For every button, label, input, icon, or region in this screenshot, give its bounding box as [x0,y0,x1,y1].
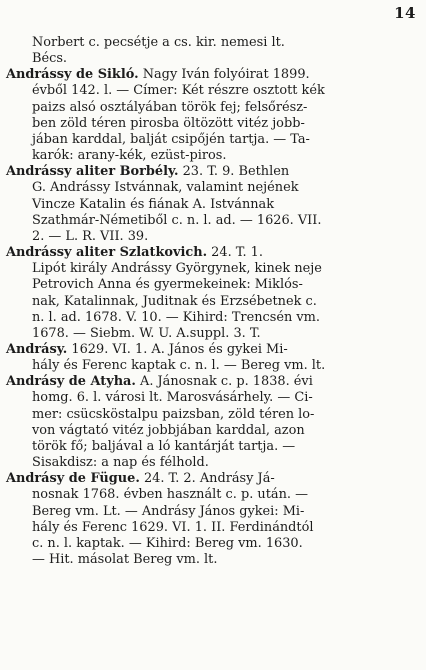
entry-6 [6,471,414,568]
text-line [6,180,414,196]
line-text: Bécs. [32,51,68,67]
line-text: 1678. — Siebm. W. U. A.suppl. 3. T. [32,325,261,341]
line-text: G. Andrássy Istvánnak, valamint nejének [32,180,299,196]
line-text: paizs alsó osztályában török fej; felsőrész- [32,99,308,115]
text-line [6,100,414,116]
line-text: 1629. VI. 1. A. János és gykei Mi- [67,341,288,357]
entry-heading: Andrásy. [6,341,68,357]
line-text: karók: arany-kék, ezüst-piros. [32,148,227,164]
text-line [6,520,414,536]
text-line [6,51,414,67]
line-text: — Hit. másolat Bereg vm. lt. [32,552,218,567]
text-line [6,423,414,439]
text-line [6,504,414,520]
text-line [6,132,414,148]
text-line [6,261,414,277]
text-line [6,407,414,423]
entry-2 [6,164,414,245]
line-text: 2. — L. R. VII. 39. [32,228,149,244]
line-text: török fő; baljával a ló kantárját tartja. — [32,438,296,454]
text-line [6,67,414,83]
text-line [6,35,414,51]
entry-heading: Andrássy de Sikló. [6,67,139,83]
line-text: Nagy Iván folyóirat 1899. [138,67,310,83]
text-line [6,536,414,552]
entry-heading: Andrássy aliter Szlatkovich. [6,245,208,261]
line-text: Petrovich Anna és gyermekeinek: Miklós- [32,277,303,293]
text-line [6,374,414,390]
text-line [6,358,414,374]
text-line [6,439,414,455]
text-line [6,148,414,164]
text-line [6,310,414,326]
line-text: nosnak 1768. évben használt c. p. után. — [32,487,308,503]
text-line [6,342,414,358]
text-line [6,213,414,229]
line-text: A. Jánosnak c. p. 1838. évi [135,374,313,390]
entry-4 [6,342,414,374]
line-text: ben zöld téren pirosba öltözött vitéz jobb- [32,115,305,131]
line-text: 24. T. 1. [207,245,263,261]
line-text: mer: csücsköstalpu paizsban, zöld téren lo- [32,406,315,422]
entry-3 [6,245,414,342]
line-text: Bereg vm. Lt. — Andrásy János gykei: Mi- [32,503,305,519]
text-line [6,552,414,568]
entry-heading: Andrássy aliter Borbély. [6,164,179,180]
page-text [6,35,414,568]
line-text: hály és Ferenc 1629. VI. 1. II. Ferdinándtól [32,519,314,535]
line-text: évből 142. l. — Címer: Két részre osztott kék [32,83,325,99]
text-line [6,471,414,487]
line-text: n. l. ad. 1678. V. 10. — Kihird: Trencsén vm. [32,309,320,325]
text-line [6,116,414,132]
text-line [6,245,414,261]
text-line [6,229,414,245]
text-line [6,326,414,342]
entry-1 [6,67,414,164]
text-line [6,390,414,406]
text-line [6,164,414,180]
text-line [6,487,414,503]
line-text: Lipót király Andrássy Györgynek, kinek neje [32,261,322,277]
text-line [6,83,414,99]
text-line [6,294,414,310]
line-text: hály és Ferenc kaptak c. n. l. — Bereg vm. lt. [32,358,326,374]
line-text: c. n. l. kaptak. — Kihird: Bereg vm. 1630. [32,535,303,551]
line-text: 23. T. 9. Bethlen [178,164,290,180]
line-text: Norbert c. pecsétje a cs. kir. nemesi lt. [32,35,285,50]
line-text: nak, Katalinnak, Juditnak és Erzsébetnek c. [32,293,317,309]
line-text: von vágtató vitéz jobbjában karddal, azon [32,422,305,438]
line-text: Sisakdisz: a nap és félhold. [32,455,209,471]
entry-0 [6,35,414,67]
entry-heading: Andrásy de Fügue. [6,471,140,487]
line-text: jában karddal, balját csipőjén tartja. — Ta- [32,131,310,147]
line-text: 24. T. 2. Andrásy Já- [139,471,275,487]
line-text: Vincze Katalin és fiának A. Istvánnak [32,196,275,212]
line-text: Szathmár-Németiből c. n. l. ad. — 1626. VII. [32,212,322,228]
entry-5 [6,374,414,471]
page-number: 14 [394,4,416,22]
line-text: homg. 6. l. városi lt. Marosvásárhely. — Ci- [32,390,313,406]
entry-heading: Andrásy de Atyha. [6,374,136,390]
text-line [6,277,414,293]
text-line [6,197,414,213]
text-line [6,455,414,471]
